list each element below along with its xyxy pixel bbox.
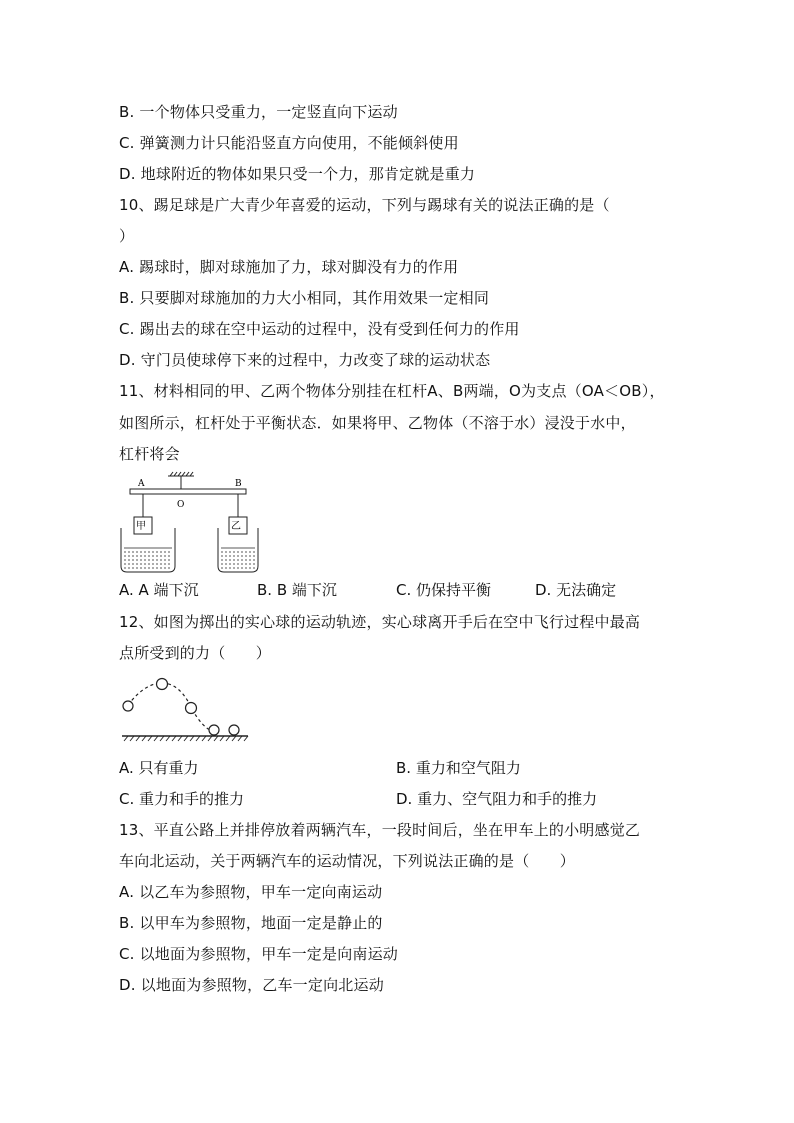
ceiling-support [168, 472, 194, 489]
q10-stem-line-1: 10、踢足球是广大青少年喜爱的运动，下列与踢球有关的说法正确的是（ [119, 196, 610, 214]
ball-3 [186, 703, 197, 714]
q11-stem-line-2: 如图所示，杠杆处于平衡状态．如果将甲、乙物体（不溶于水）浸没于水中， [119, 414, 636, 432]
q11-stem-line-1: 11、材料相同的甲、乙两个物体分别挂在杠杆A、B两端，O为支点（OA＜OB）， [119, 382, 665, 400]
q12-option-b: B. 重力和空气阻力 [396, 759, 521, 777]
q11-option-d: D. 无法确定 [535, 581, 617, 599]
trajectory-path [128, 683, 212, 731]
svg-text:乙: 乙 [231, 521, 241, 532]
trajectory-figure [120, 675, 250, 745]
q10-option-c: C. 踢出去的球在空中运动的过程中，没有受到任何力的作用 [119, 320, 520, 338]
label-a: A [138, 479, 145, 489]
q11-stem-line-3: 杠杆将会 [119, 445, 180, 463]
label-o: O [177, 500, 185, 510]
q13-stem-line-1: 13、平直公路上并排停放着两辆汽车，一段时间后，坐在甲车上的小明感觉乙 [119, 821, 641, 839]
q12-option-c: C. 重力和手的推力 [119, 790, 245, 808]
ball-1 [123, 701, 133, 711]
q13-option-a: A. 以乙车为参照物，甲车一定向南运动 [119, 883, 383, 901]
q12-option-a: A. 只有重力 [119, 759, 199, 777]
q10-option-a: A. 踢球时，脚对球施加了力，球对脚没有力的作用 [119, 258, 459, 276]
q12-option-d: D. 重力、空气阻力和手的推力 [396, 790, 598, 808]
label-b: B [235, 479, 242, 489]
ball-5 [229, 725, 239, 735]
q12-stem-line-2: 点所受到的力（ ） [119, 644, 272, 662]
ball-2 [157, 679, 168, 690]
left-beaker [121, 528, 175, 572]
ball-4 [209, 725, 219, 735]
svg-text:甲: 甲 [136, 521, 146, 532]
lever-figure [118, 468, 258, 576]
q10-option-b: B. 只要脚对球施加的力大小相同，其作用效果一定相同 [119, 289, 490, 307]
q13-option-d: D. 以地面为参照物，乙车一定向北运动 [119, 976, 384, 994]
q11-option-c: C. 仍保持平衡 [396, 581, 492, 599]
right-beaker [218, 528, 258, 572]
q10-option-d: D. 守门员使球停下来的过程中，力改变了球的运动状态 [119, 351, 491, 369]
q13-option-b: B. 以甲车为参照物，地面一定是静止的 [119, 914, 383, 932]
q11-option-b: B. B 端下沉 [257, 581, 337, 599]
q12-stem-line-1: 12、如图为掷出的实心球的运动轨迹，实心球离开手后在空中飞行过程中最高 [119, 613, 641, 631]
q9-option-c: C. 弹簧测力计只能沿竖直方向使用，不能倾斜使用 [119, 134, 459, 152]
q9-option-b: B. 一个物体只受重力，一定竖直向下运动 [119, 103, 398, 121]
q13-option-c: C. 以地面为参照物，甲车一定是向南运动 [119, 945, 399, 963]
q13-stem-line-2: 车向北运动，关于两辆汽车的运动情况，下列说法正确的是（ ） [119, 852, 576, 870]
q9-option-d: D. 地球附近的物体如果只受一个力，那肯定就是重力 [119, 165, 476, 183]
lever-bar [130, 489, 246, 494]
q10-stem-line-2: ） [119, 227, 135, 245]
q11-option-a: A. A 端下沉 [119, 581, 199, 599]
